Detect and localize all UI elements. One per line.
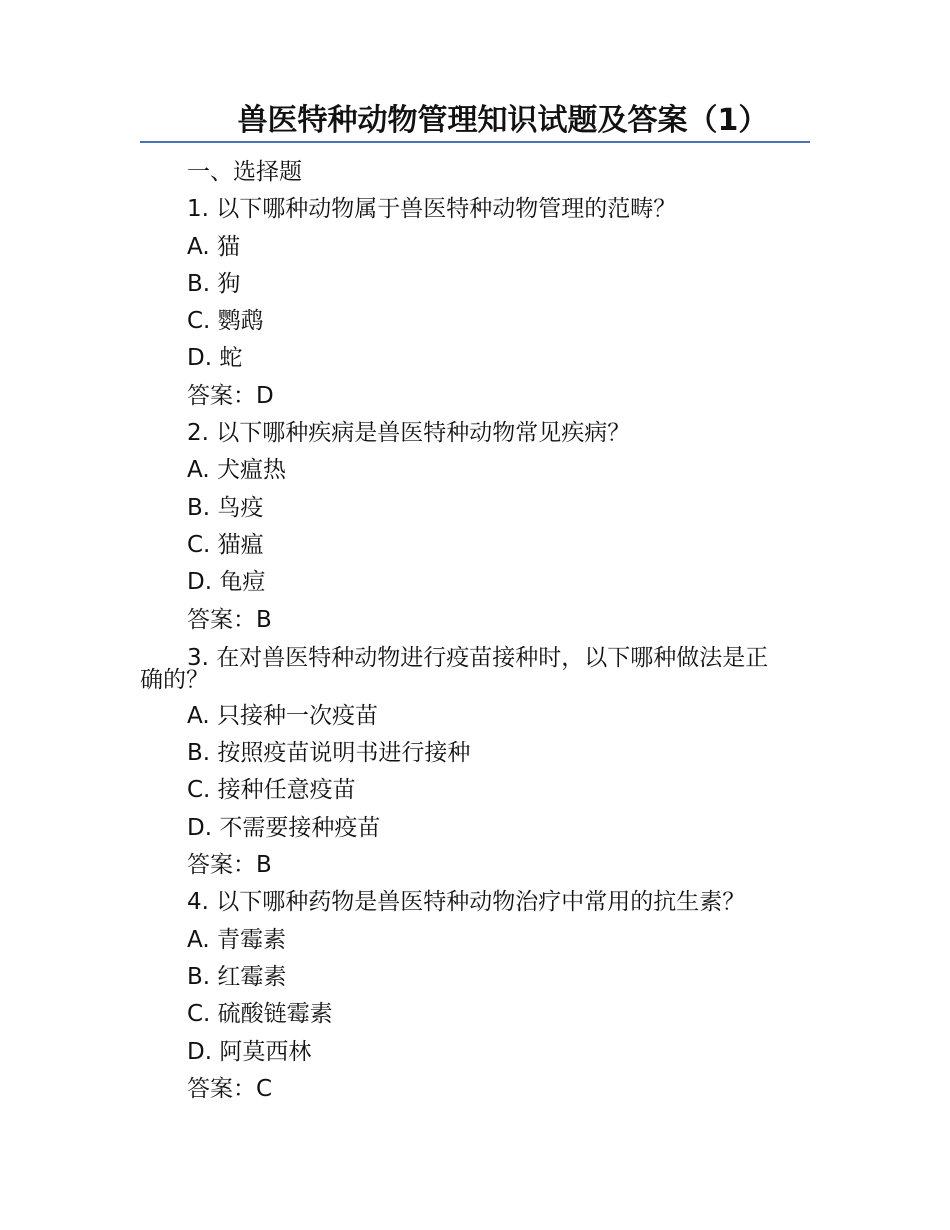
option-d: D. 蛇	[187, 345, 243, 372]
option-a: A. 猫	[187, 233, 240, 260]
option-d: D. 龟痘	[187, 569, 266, 596]
option-b: B. 鸟疫	[187, 494, 264, 521]
document-title: 兽医特种动物管理知识试题及答案（1）	[140, 101, 810, 143]
option-a: A. 犬瘟热	[187, 457, 286, 484]
question-text: 1. 以下哪种动物属于兽医特种动物管理的范畴？	[187, 196, 677, 223]
option-b: B. 红霉素	[187, 963, 287, 990]
option-d: D. 阿莫西林	[187, 1038, 312, 1065]
option-a: A. 只接种一次疫苗	[187, 702, 378, 729]
option-b: B. 狗	[187, 270, 241, 297]
question-line-1: 3. 在对兽医特种动物进行疫苗接种时，以下哪种做法是正	[187, 644, 769, 671]
option-c: C. 猫瘟	[187, 531, 264, 558]
question-4	[140, 884, 810, 1108]
option-d: D. 不需要接种疫苗	[187, 814, 381, 841]
option-a: A. 青霉素	[187, 926, 286, 953]
section-heading: 一、选择题	[187, 159, 302, 185]
question-1	[140, 191, 810, 415]
option-b: B. 按照疫苗说明书进行接种	[187, 740, 471, 767]
question-line-2: 确的？	[140, 666, 209, 693]
answer: 答案：C	[187, 1075, 273, 1102]
question-text	[140, 644, 810, 693]
option-c: C. 鹦鹉	[187, 308, 264, 335]
option-c: C. 硫酸链霉素	[187, 1001, 333, 1028]
answer: 答案：B	[187, 606, 272, 633]
question-3	[140, 644, 810, 884]
question-text: 4. 以下哪种药物是兽医特种动物治疗中常用的抗生素？	[187, 889, 746, 916]
question-text: 2. 以下哪种疾病是兽医特种动物常见疾病？	[187, 420, 631, 447]
question-2	[140, 415, 810, 639]
option-c: C. 接种任意疫苗	[187, 777, 356, 804]
answer: 答案：B	[187, 852, 272, 879]
document-body	[140, 154, 810, 1108]
answer: 答案：D	[187, 382, 274, 409]
